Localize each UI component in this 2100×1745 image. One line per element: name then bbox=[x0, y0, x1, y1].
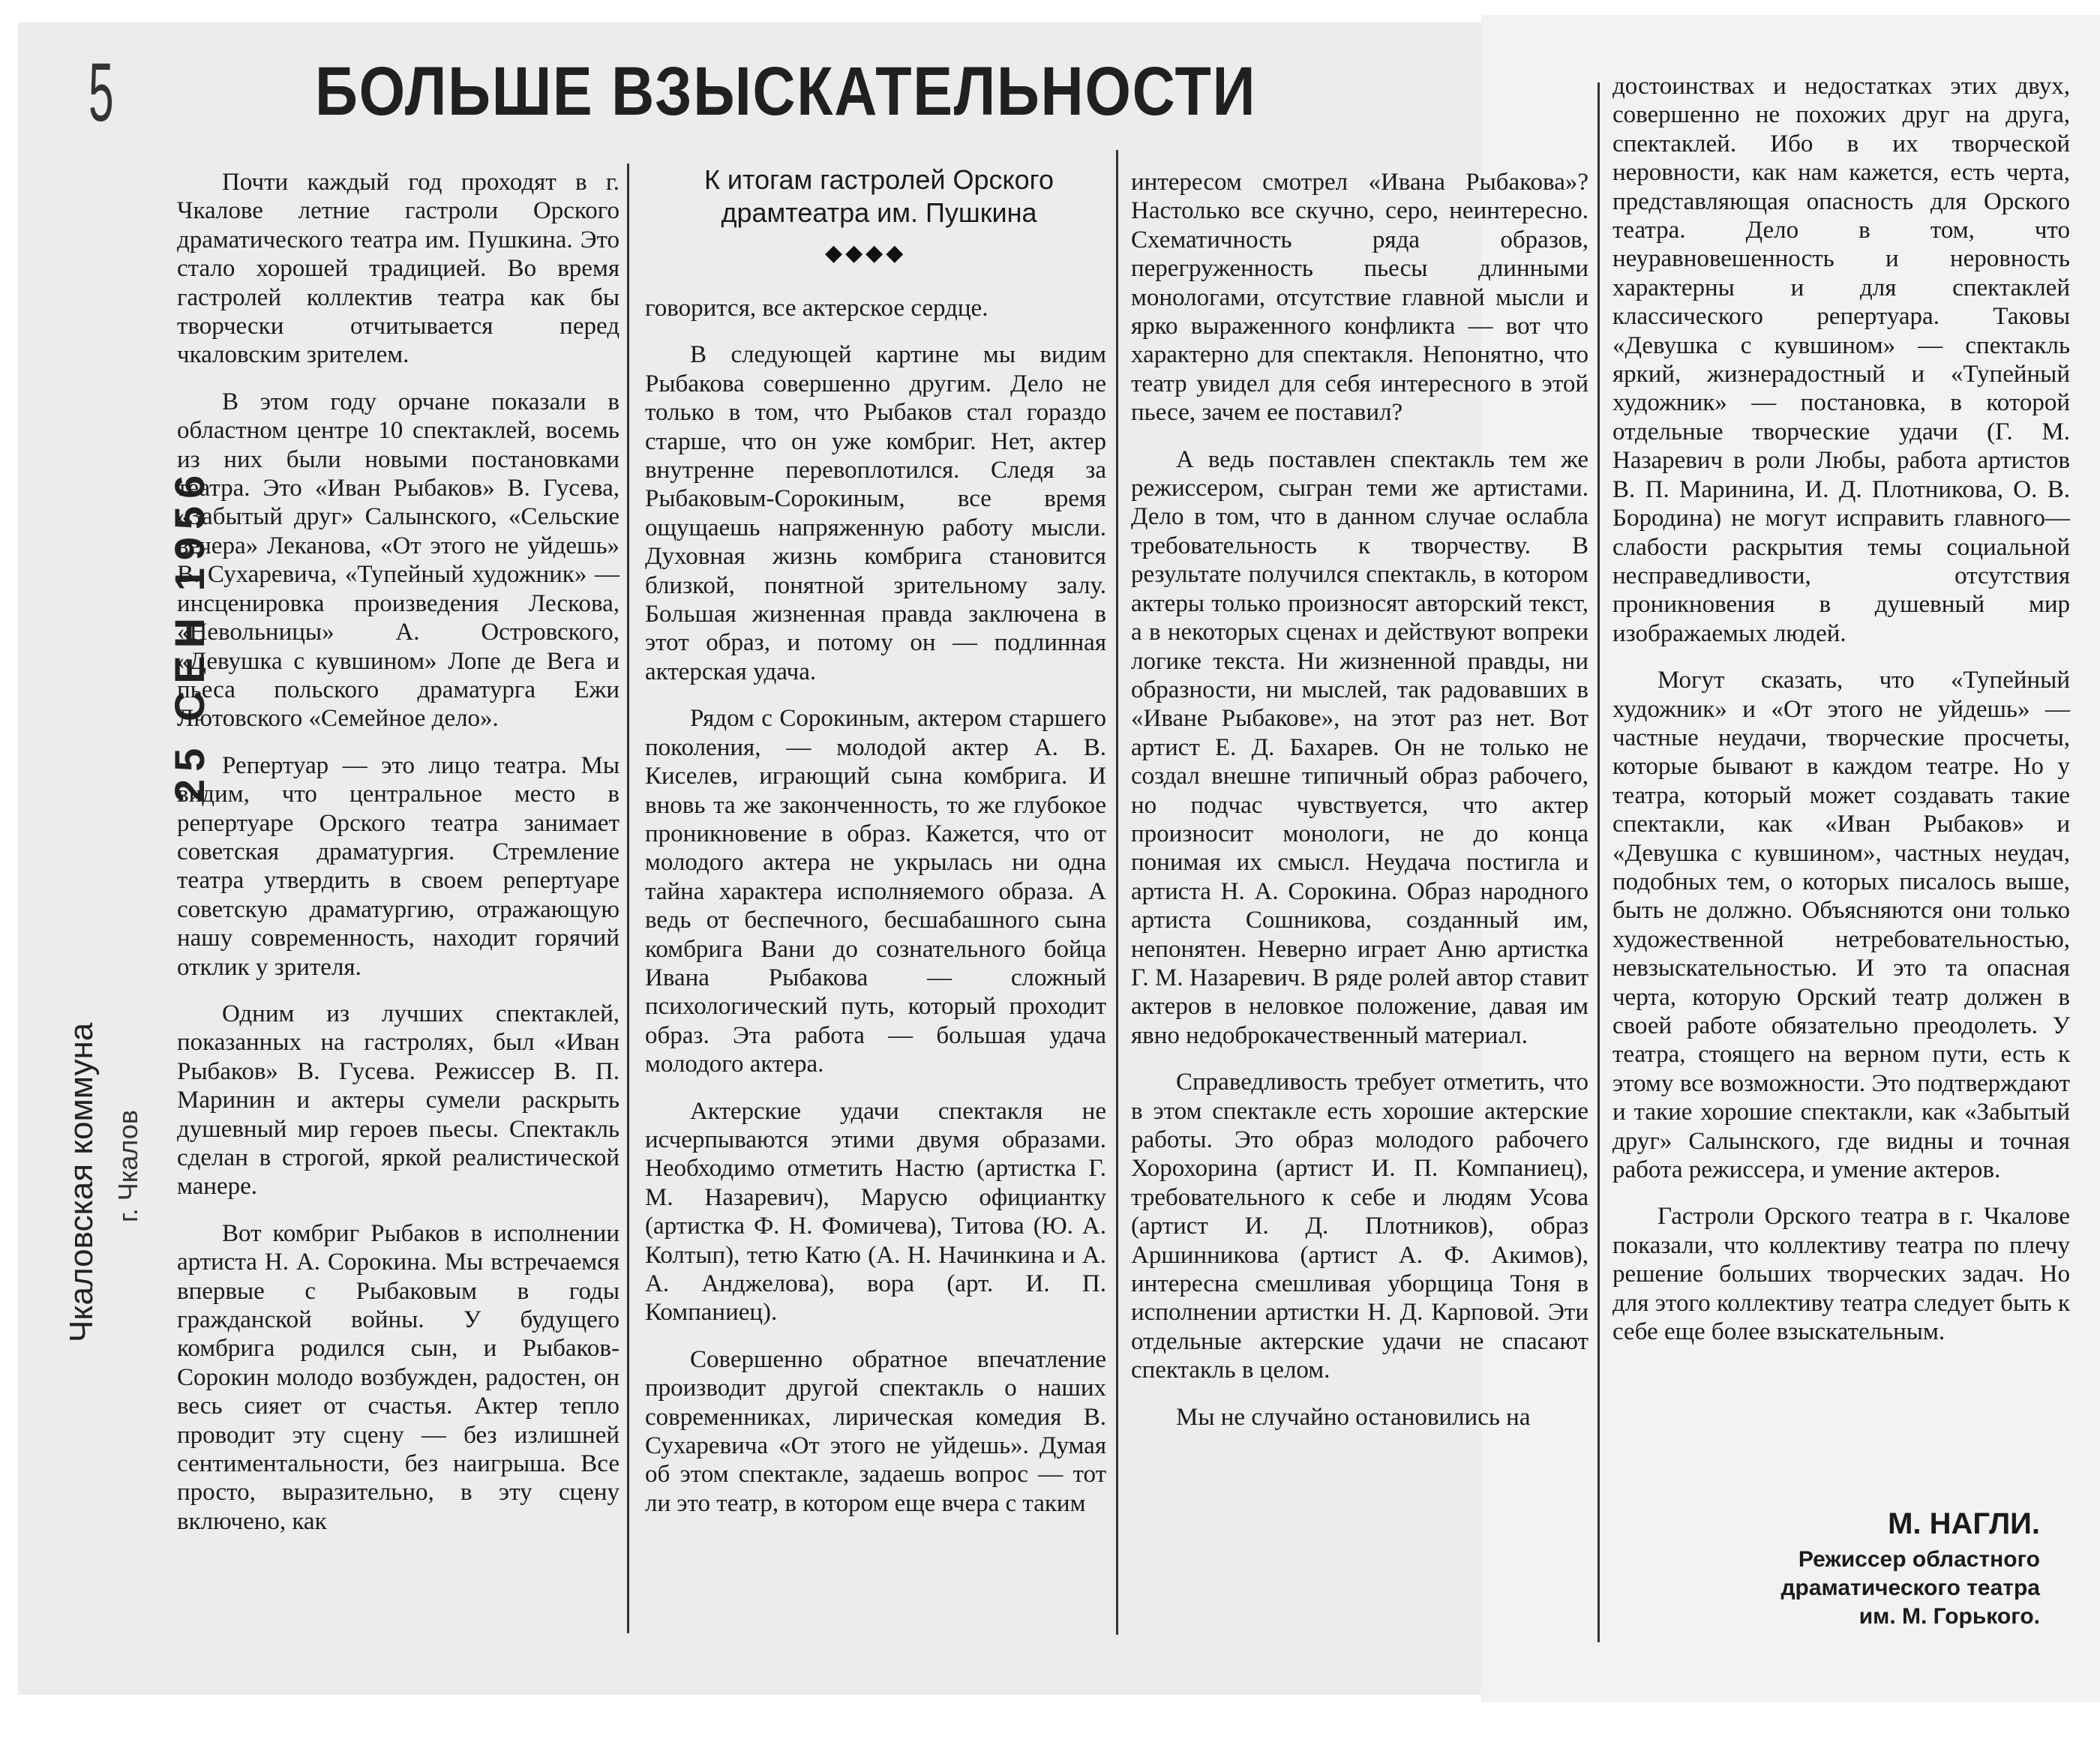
column-rule-3 bbox=[1598, 82, 1600, 1642]
column-3 bbox=[1131, 168, 1588, 1450]
paragraph: Гастроли Орского театра в г. Чкалове показали, что коллективу театра по плечу решение больших творческих задач. Но для этого коллективу театра следует быть к себе еще более взыскательным. bbox=[1612, 1203, 2070, 1346]
column-rule-1 bbox=[627, 163, 629, 1633]
column-2 bbox=[645, 294, 1106, 1536]
paragraph: В этом году орчане показали в областном центре 10 спектаклей, восемь из них были новыми постановками театра. Это «Иван Рыбаков» В. Гусева, «Забытый друг» Салынского, «Сельские вечера» Леканова, «От этого не уйдешь» В. Сухаревича, «Тупейный художник» — инсценировка произведения Лескова, «Невольницы» А. Островского, «Девушка с кувшином» Лопе де Вега и пьеса польского драматурга Ежи Лютовского «Семейное дело». bbox=[177, 388, 620, 733]
paragraph: Справедливость требует отметить, что в этом спектакле есть хорошие актерские работы. Это образ молодого рабочего Хорохорина (артист И. П. Компаниец), требовательного к себе и людям Усова (артист И. Д. Плотников), образ Аршинникова (артист А. Ф. Акимов), интересна смешливая уборщица Тоня в исполнении артистки Н. Д. Карповой. Эти отдельные актерские удачи не спасают спектакль в целом. bbox=[1131, 1069, 1588, 1384]
source-newspaper: Чкаловская коммуна bbox=[63, 1022, 100, 1342]
paragraph: Вот комбриг Рыбаков в исполнении артиста Н. А. Сорокина. Мы встречаемся впервые с Рыбаковым в годы гражданской войны. У будущего комбрига родился сын, и Рыбаков-Сорокин молодо возбужден, радостен, он весь сияет от счастья. Актер тепло проводит эту сцену — без излишней сентиментальности, без наигрыша. Все просто, выразительно, в эту сцену включено, как bbox=[177, 1219, 620, 1535]
paragraph: Актерские удачи спектакля не исчерпываются этими двумя образами. Необходимо отметить Настю (артистка Г. М. Назаревич), Марусю официантку (артистка Ф. Н. Фомичева), Титова (Ю. А. Колтып), тетю Катю (А. Н. Начинкина и А. А. Анджелова), вора (арт. И. П. Компаниец). bbox=[645, 1097, 1106, 1327]
paragraph: Рядом с Сорокиным, актером старшего поколения, — молодой актер А. В. Киселев, играющий сына комбрига. И вновь та же законченность, то же глубокое проникновение в образ. Кажется, что от молодого актера не укрылась ни одна тайна характера исполняемого образа. А ведь от беспечного, бесшабашного сына комбрига Вани до сознательного бойца Ивана Рыбакова — сложный психологический путь, который проходит образ. Эта работа — большая удача молодого актера. bbox=[645, 705, 1106, 1078]
paragraph: достоинствах и недостатках этих двух, совершенно не похожих друг на друга, спектаклей. Ибо в их творческой неровности, как нам кажется, есть черта, представляющая опасность для Орского театра. Дело в том, что неуравновешенность и неровность характерны и для спектаклей классического репертуара. Таковы «Девушка с кувшином» — спектакль яркий, жизнерадостный и «Тупейный художник» — постановка, в которой отдельные творческие удачи (Г. М. Назаревич в роли Любы, работа артистов В. П. Маринина, И. Д. Плотникова, О. В. Бородина) не могут исправить главного—слабости раскрытия темы социальной несправедливости, отсутствия проникновения в душевный мир изображаемых людей. bbox=[1612, 73, 2070, 647]
paragraph: В следующей картине мы видим Рыбакова совершенно другим. Дело не только в том, что Рыбаков стал гораздо старше, что он уже комбриг. Нет, актер внутренне перевоплотился. Следя за Рыбаковым-Сорокиным, все время ощущаешь напряженную работу мысли. Духовная жизнь комбрига становится близкой, понятной зрительному залу. Большая жизненная правда заключена в этот образ, и потому он — подлинная актерская удача. bbox=[645, 341, 1106, 685]
column-1 bbox=[177, 168, 620, 1554]
paragraph: Репертуар — это лицо театра. Мы видим, что центральное место в репертуаре Орского театра занимает советская драматургия. Стремление театра утвердить в своем репертуаре советскую драматургию, отражающую нашу современность, находит горячий отклик у зрителя. bbox=[177, 751, 620, 981]
paragraph: Почти каждый год проходят в г. Чкалове летние гастроли Орского драматического театра им. Пушкина. Это стало хорошей традицией. Во время гастролей коллектив театра как бы творчески отчитывается перед чкаловским зрителем. bbox=[177, 169, 620, 369]
paragraph: говорится, все актерское сердце. bbox=[645, 295, 988, 322]
author-role-line: им. М. Горького. bbox=[1858, 1604, 2040, 1629]
source-city: г. Чкалов bbox=[112, 1110, 143, 1222]
paragraph: Одним из лучших спектаклей, показанных на гастролях, был «Иван Рыбаков» В. Гусева. Режиссер В. П. Маринин и актеры сумели раскрыть душевный мир героев пьесы. Спектакль сделан в строгой, яркой реалистической манере. bbox=[177, 1000, 620, 1201]
ornament: ◆◆◆◆ bbox=[825, 240, 907, 266]
paragraph: Мы не случайно остановились на bbox=[1176, 1403, 1531, 1431]
paragraph: интересом смотрел «Ивана Рыбакова»? Настолько все скучно, серо, неинтересно. Схематичность ряда образов, перегруженность пьесы длинными монологами, отсутствие главной мысли и ярко выраженного конфликта — вот что характерно для спектакля. Непонятно, что театр увидел для себя интересного в этой пьесе, зачем ее поставил? bbox=[1131, 169, 1588, 427]
author-role-line: драматического театра bbox=[1780, 1576, 2040, 1600]
author-name: М. НАГЛИ. bbox=[1888, 1507, 2040, 1540]
date-stamp: 25 СЕН 1956 bbox=[166, 467, 213, 802]
paragraph: Могут сказать, что «Тупейный художник» и «От этого не уйдешь» — частные неудачи, творческие просчеты, которые бывают в каждом театре. Но у театра, который может создавать такие спектакли, как «Иван Рыбаков» и «Девушка с кувшином», частных неудач, подобных тем, о которых писалось выше, быть не должно. Объясняются они только художественной нетребовательностью, невзыскательностью. И это та опасная черта, которую Орский театр должен в своей работе обязательно преодолеть. У театра, стоящего на верном пути, есть к этому все возможности. Это подтверждают и такие хорошие спектакли, как «Забытый друг» Салынского, где видны и точная работа режиссера, и умение актеров. bbox=[1612, 667, 2070, 1184]
column-4 bbox=[1612, 72, 2070, 1364]
paragraph: А ведь поставлен спектакль тем же режиссером, сыгран теми же артистами. Дело в том, что в данном случае ослабла требовательность к творчеству. В результате получился спектакль, в котором актеры только произносят авторский текст, а в некоторых сценах и действуют вопреки логике текста. Ни жизненной правды, ни образности, ни мыслей, так радовавших в «Иване Рыбакове», на этот раз нет. Вот артист Е. Д. Бахарев. Он не только не создал внешне типичный образ рабочего, но подчас чувствуется, что актер произносит монологи, не до конца понимая их смысл. Неудача постигла и артиста Н. А. Сорокина. Образ народного артиста Сошникова, созданный им, непонятен. Неверно играет Аню артистка Г. М. Назаревич. В ряде ролей автор ставит актеров в неловкое положение, давая им явно недоброкачественный материал. bbox=[1131, 445, 1588, 1049]
column-rule-2 bbox=[1116, 150, 1118, 1635]
paragraph: Совершенно обратное впечатление производит другой спектакль о наших современниках, лирическая комедия В. Сухаревича «От этого не уйдешь». Думая об этом спектакле, задаешь вопрос — тот ли это театр, в котором еще вчера с таким bbox=[645, 1345, 1106, 1517]
article-title: БОЛЬШЕ ВЗЫСКАТЕЛЬНОСТИ bbox=[315, 53, 1257, 130]
author-role-line: Режиссер областного bbox=[1798, 1547, 2040, 1572]
signature-block bbox=[1650, 1507, 2040, 1631]
handwritten-page-number: 5 bbox=[88, 46, 114, 139]
subtitle: К итогам гастролей Орского драмтеатра им. Пушкина bbox=[704, 164, 1054, 228]
